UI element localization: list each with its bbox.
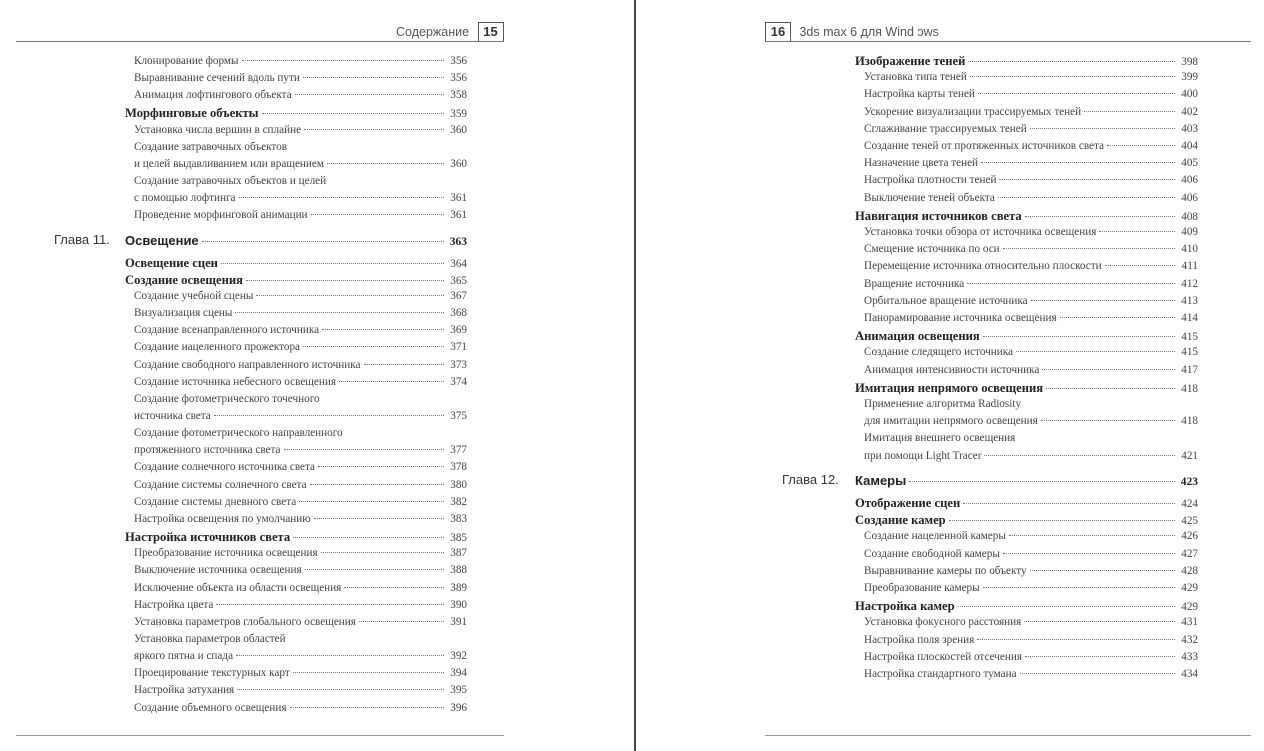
toc-entry-title: Создание солнечного источника света xyxy=(134,461,316,474)
toc-dot-leader xyxy=(221,263,444,264)
toc-entry-title: Создание нацеленной камеры xyxy=(864,530,1006,543)
toc-page-number: 383 xyxy=(450,512,467,525)
toc-entry-title: Выравнивание камеры по объекту xyxy=(864,564,1027,577)
toc-section-row xyxy=(855,513,1198,530)
toc-dot-leader xyxy=(290,707,444,708)
toc-entry-title: Настройка камер xyxy=(855,599,955,614)
toc-entry-row xyxy=(134,547,467,564)
toc-section-row xyxy=(125,106,467,123)
toc-dot-leader xyxy=(295,94,444,95)
toc-page-number: 414 xyxy=(1181,312,1198,324)
left-chapter-label: Глава 11. xyxy=(54,231,110,247)
toc-dot-leader xyxy=(202,241,444,242)
toc-entry-row xyxy=(134,209,467,226)
toc-dot-leader xyxy=(314,518,444,519)
toc-entry-row xyxy=(134,667,467,684)
toc-section-row xyxy=(125,530,467,547)
toc-entry-title: яркого пятна и спада xyxy=(134,650,234,663)
toc-dot-leader xyxy=(364,364,444,365)
toc-entry-title: Создание всенаправленного источника xyxy=(134,324,320,337)
toc-page-number: 425 xyxy=(1181,515,1198,528)
toc-entry-row xyxy=(864,71,1198,88)
toc-page-number: 373 xyxy=(450,358,467,371)
toc-entry-title: Освещение сцен xyxy=(125,255,218,270)
toc-page-number: 424 xyxy=(1181,498,1198,510)
toc-page-number: 409 xyxy=(1181,226,1198,238)
toc-entry-title: Настройка стандартного тумана xyxy=(864,668,1017,680)
toc-entry-row xyxy=(134,290,467,307)
toc-page-number: 374 xyxy=(450,375,467,388)
toc-entry-title: Установка фокусного расстояния xyxy=(864,616,1022,629)
toc-entry-title: Выключение теней объекта xyxy=(864,191,995,204)
toc-entry-row xyxy=(864,432,1198,449)
toc-dot-leader xyxy=(1025,216,1175,217)
toc-entry-row xyxy=(134,141,467,158)
toc-page-number: 404 xyxy=(1181,140,1198,152)
toc-entry-title: Настройка поля зрения xyxy=(864,633,975,646)
toc-page-number: 406 xyxy=(1181,174,1198,187)
toc-entry-row xyxy=(134,175,467,192)
toc-entry-row xyxy=(134,633,467,650)
toc-entry-row xyxy=(134,124,467,141)
toc-entry-title: Преобразование камеры xyxy=(864,582,980,594)
toc-page-number: 399 xyxy=(1181,71,1198,84)
toc-dot-leader xyxy=(1003,248,1175,249)
toc-page-number: 426 xyxy=(1181,530,1198,543)
toc-entry-row xyxy=(134,702,467,719)
toc-dot-leader xyxy=(1016,351,1175,352)
toc-entry-row xyxy=(864,157,1198,174)
toc-entry-row xyxy=(134,582,467,599)
toc-page-number: 398 xyxy=(1181,56,1198,68)
toc-page-number: 408 xyxy=(1181,210,1198,223)
toc-dot-leader xyxy=(984,455,1175,456)
toc-dot-leader xyxy=(293,537,444,538)
toc-dot-leader xyxy=(1031,300,1175,301)
toc-section-row xyxy=(855,381,1198,398)
toc-dot-leader xyxy=(1105,265,1175,266)
toc-entry-title: Создание затравочных объектов и целей xyxy=(134,175,327,188)
toc-entry-title: Создание теней от протяженных источников света xyxy=(864,140,1105,152)
toc-entry-title: Создание фотометрического направленного xyxy=(134,427,343,440)
toc-page-number: 405 xyxy=(1181,157,1198,170)
toc-section-row xyxy=(855,496,1198,513)
toc-entry-row xyxy=(864,582,1198,599)
toc-dot-leader xyxy=(239,197,444,198)
toc-entry-title: Настройка освещения по умолчанию xyxy=(134,512,311,525)
toc-entry-row xyxy=(134,341,467,358)
toc-entry-title: Создание камер xyxy=(855,513,946,528)
toc-entry-title: Настройка цвета xyxy=(134,598,214,611)
toc-dot-leader xyxy=(339,381,444,382)
toc-page-number: 369 xyxy=(450,324,467,337)
toc-entry-title: Отображение сцен xyxy=(855,496,961,510)
toc-entry-title: с помощью лофтинга xyxy=(134,192,236,205)
toc-entry-row xyxy=(134,359,467,376)
toc-entry-title: Установка типа теней xyxy=(864,71,967,84)
toc-entry-row xyxy=(864,88,1198,105)
toc-section-row xyxy=(125,273,467,290)
toc-dot-leader xyxy=(237,689,444,690)
toc-page-number: 421 xyxy=(1181,449,1198,462)
toc-entry-title: Назначение цвета теней xyxy=(864,157,979,170)
right-chapter-label: Глава 12. xyxy=(782,471,839,487)
toc-dot-leader xyxy=(359,621,444,622)
toc-entry-row xyxy=(864,415,1198,432)
toc-dot-leader xyxy=(1041,420,1175,421)
right-page-number: 16 xyxy=(765,22,791,42)
toc-entry-row xyxy=(864,123,1198,140)
toc-dot-leader xyxy=(1003,553,1175,554)
toc-page-number: 410 xyxy=(1181,243,1198,256)
toc-entry-title: Анимация лофтингового объекта xyxy=(134,89,292,102)
toc-dot-leader xyxy=(1099,231,1175,232)
toc-page-number: 390 xyxy=(450,598,467,611)
toc-entry-title: Установка точки обзора от источника освещения xyxy=(864,226,1097,238)
toc-entry-title: Создание системы дневного света xyxy=(134,495,297,508)
left-header-title: Содержание xyxy=(396,25,470,39)
toc-page-number: 415 xyxy=(1181,346,1198,359)
toc-dot-leader xyxy=(235,312,444,313)
toc-entry-title: Создание затравочных объектов xyxy=(134,140,288,153)
toc-entry-row xyxy=(134,55,467,72)
toc-page-number: 411 xyxy=(1181,260,1198,273)
toc-section-row xyxy=(855,599,1198,616)
toc-dot-leader xyxy=(305,569,444,570)
toc-page-number: 403 xyxy=(1181,122,1198,135)
toc-dot-leader xyxy=(1060,317,1175,318)
toc-entry-title: Перемещение источника относительно плоскости xyxy=(864,260,1102,273)
toc-dot-leader xyxy=(998,197,1175,198)
toc-dot-leader xyxy=(958,606,1175,607)
toc-page-number: 387 xyxy=(450,547,467,560)
toc-page-number: 400 xyxy=(1181,88,1198,101)
toc-page-number: 378 xyxy=(450,461,467,474)
toc-entry-title: Освещение xyxy=(125,232,199,248)
toc-entry-row xyxy=(864,364,1198,381)
toc-entry-title: Изображение теней xyxy=(855,54,966,68)
toc-entry-title: Создание учебной сцены xyxy=(134,289,254,302)
toc-page-number: 423 xyxy=(1180,475,1198,488)
toc-entry-row xyxy=(134,564,467,581)
toc-entry-title: Анимация интенсивности источника xyxy=(864,363,1040,376)
toc-dot-leader xyxy=(284,449,445,450)
toc-entry-title: и целей выдавливанием или вращением xyxy=(134,157,324,170)
toc-entry-row xyxy=(864,295,1198,312)
toc-page-number: 415 xyxy=(1181,331,1198,344)
toc-page-number: 365 xyxy=(450,274,467,287)
toc-page-number: 356 xyxy=(450,55,467,67)
toc-entry-row xyxy=(134,158,467,175)
toc-entry-title: при помощи Light Tracer xyxy=(864,449,982,462)
toc-page-number: 364 xyxy=(450,257,467,270)
toc-entry-row xyxy=(134,684,467,701)
toc-page-number: 389 xyxy=(450,581,467,594)
toc-entry-title: Вращение источника xyxy=(864,277,965,290)
toc-entry-row xyxy=(134,307,467,324)
toc-chapter-row xyxy=(855,473,1198,490)
right-header-title: 3ds max 6 для Wind ɔws xyxy=(799,25,939,39)
toc-entry-row xyxy=(134,513,467,530)
toc-dot-leader xyxy=(1009,535,1175,536)
toc-page-number: 413 xyxy=(1181,294,1198,307)
toc-dot-leader xyxy=(216,604,444,605)
toc-entry-title: Настройка источников света xyxy=(125,530,291,545)
toc-page-number: 388 xyxy=(450,564,467,577)
toc-page-number: 361 xyxy=(450,192,467,205)
toc-page-number: 417 xyxy=(1181,363,1198,376)
toc-entry-title: Смещение источника по оси xyxy=(864,243,1000,256)
toc-page-number: 406 xyxy=(1181,191,1198,204)
toc-entry-title: Настройка плоскостей отсечения xyxy=(864,650,1022,663)
toc-entry-row xyxy=(864,450,1198,467)
toc-entry-row xyxy=(864,192,1198,209)
toc-entry-row xyxy=(864,346,1198,363)
toc-page-number: 360 xyxy=(450,157,467,170)
toc-dot-leader xyxy=(1030,128,1175,129)
toc-dot-leader xyxy=(1084,111,1175,112)
toc-page-number: 371 xyxy=(450,341,467,354)
toc-dot-leader xyxy=(304,129,444,130)
toc-page-number: 359 xyxy=(450,108,467,121)
toc-entry-title: протяженного источника света xyxy=(134,444,281,457)
toc-entry-title: Создание объемного освещения xyxy=(134,701,287,714)
toc-entry-title: Настройка плотности теней xyxy=(864,174,997,187)
toc-entry-title: Выключение источника освещения xyxy=(134,564,302,577)
toc-dot-leader xyxy=(1024,621,1175,622)
toc-page-number: 412 xyxy=(1181,277,1198,290)
toc-entry-title: Создание системы солнечного света xyxy=(134,478,307,491)
toc-dot-leader xyxy=(214,415,444,416)
toc-entry-row xyxy=(864,530,1198,547)
toc-entry-row xyxy=(134,72,467,89)
toc-page-number: 427 xyxy=(1181,547,1198,560)
toc-dot-leader xyxy=(1025,656,1175,657)
toc-entry-title: Ускорение визуализации трассируемых теней xyxy=(864,105,1082,118)
toc-page-number: 377 xyxy=(450,444,467,457)
toc-page-number: 375 xyxy=(450,410,467,422)
toc-entry-row xyxy=(134,393,467,410)
toc-dot-leader xyxy=(1046,388,1175,389)
right-page xyxy=(637,0,1264,751)
toc-page-number: 433 xyxy=(1181,650,1198,663)
toc-entry-title: Имитация непрямого освещения xyxy=(855,380,1044,395)
toc-dot-leader xyxy=(981,162,1175,163)
toc-dot-leader xyxy=(1042,369,1175,370)
book-spine xyxy=(634,0,636,751)
toc-entry-row xyxy=(864,312,1198,329)
toc-entry-title: Настройка карты теней xyxy=(864,88,975,101)
toc-dot-leader xyxy=(293,672,444,673)
toc-dot-leader xyxy=(310,484,444,485)
toc-entry-row xyxy=(864,616,1198,633)
toc-dot-leader xyxy=(978,93,1175,94)
toc-page-number: 358 xyxy=(450,89,467,102)
toc-page-number: 432 xyxy=(1181,633,1198,646)
toc-entry-title: источника света xyxy=(134,410,211,422)
toc-page-number: 431 xyxy=(1181,616,1198,629)
toc-page-number: 380 xyxy=(450,478,467,491)
toc-page-number: 368 xyxy=(450,307,467,320)
toc-entry-title: Создание источника небесного освещения xyxy=(134,375,337,388)
toc-entry-row xyxy=(864,260,1198,277)
toc-entry-title: Клонирование формы xyxy=(134,55,239,67)
toc-page-number: 363 xyxy=(449,235,467,248)
toc-page-number: 434 xyxy=(1181,668,1198,680)
toc-entry-title: Создание свободной камеры xyxy=(864,547,1000,560)
toc-entry-title: Создание следящего источника xyxy=(864,346,1013,359)
toc-entry-row xyxy=(134,376,467,393)
right-footer-rule xyxy=(765,735,1251,736)
toc-dot-leader xyxy=(999,179,1175,180)
toc-entry-row xyxy=(134,324,467,341)
toc-entry-row xyxy=(864,174,1198,191)
toc-dot-leader xyxy=(242,60,444,61)
toc-entry-row xyxy=(134,444,467,461)
toc-page-number: 429 xyxy=(1181,582,1198,594)
toc-dot-leader xyxy=(1107,145,1175,146)
toc-page-number: 392 xyxy=(450,650,467,663)
toc-entry-title: Установка параметров глобального освещения xyxy=(134,615,356,628)
toc-entry-title: Визуализация сцены xyxy=(134,307,233,320)
toc-entry-title: Орбитальное вращение источника xyxy=(864,294,1028,307)
toc-entry-row xyxy=(134,616,467,633)
toc-page-number: 395 xyxy=(450,684,467,697)
toc-entry-title: Анимация освещения xyxy=(855,329,980,344)
toc-dot-leader xyxy=(983,336,1175,337)
toc-dot-leader xyxy=(977,639,1175,640)
toc-dot-leader xyxy=(246,280,444,281)
toc-page-number: 429 xyxy=(1181,601,1198,614)
toc-entry-title: Исключение объекта из области освещения xyxy=(134,581,342,594)
toc-entry-title: Создание фотометрического точечного xyxy=(134,392,320,405)
toc-entry-row xyxy=(134,599,467,616)
toc-entry-title: Проецирование текстурных карт xyxy=(134,667,290,680)
toc-section-row xyxy=(855,209,1198,226)
toc-page-number: 396 xyxy=(450,701,467,714)
toc-section-row xyxy=(125,256,467,273)
toc-dot-leader xyxy=(262,113,445,114)
toc-entry-row xyxy=(864,548,1198,565)
toc-dot-leader xyxy=(983,587,1175,588)
toc-chapter-row xyxy=(125,233,467,250)
toc-entry-title: Панорамирование источника освещения xyxy=(864,312,1057,324)
toc-entry-title: Выравнивание сечений вдоль пути xyxy=(134,72,300,85)
toc-dot-leader xyxy=(236,655,444,656)
toc-page-number: 367 xyxy=(450,289,467,302)
toc-entry-title: Установка параметров областей xyxy=(134,632,286,645)
toc-entry-row xyxy=(134,496,467,513)
toc-entry-row xyxy=(134,192,467,209)
toc-page-number: 361 xyxy=(450,209,467,222)
toc-entry-title: Сглаживание трассируемых теней xyxy=(864,122,1027,135)
toc-entry-row xyxy=(864,634,1198,651)
toc-entry-row xyxy=(864,565,1198,582)
toc-entry-row xyxy=(864,651,1198,668)
toc-entry-row xyxy=(134,427,467,444)
toc-page-number: 418 xyxy=(1181,415,1198,428)
toc-dot-leader xyxy=(303,77,444,78)
toc-entry-row xyxy=(864,140,1198,157)
toc-entry-row xyxy=(134,89,467,106)
toc-entry-row xyxy=(864,668,1198,685)
toc-entry-title: Установка числа вершин в сплайне xyxy=(134,123,302,136)
toc-page-number: 382 xyxy=(450,495,467,508)
toc-entry-row xyxy=(134,461,467,478)
toc-page-number: 356 xyxy=(450,72,467,85)
toc-dot-leader xyxy=(1020,673,1175,674)
toc-entry-title: для имитации непрямого освещения xyxy=(864,415,1038,428)
toc-dot-leader xyxy=(311,214,444,215)
toc-entry-title: Применение алгоритма Radiosity xyxy=(864,398,1022,410)
toc-page-number: 394 xyxy=(450,667,467,680)
toc-section-row xyxy=(855,54,1198,71)
toc-entry-title: Имитация внешнего освещения xyxy=(864,432,1016,445)
toc-page-number: 402 xyxy=(1181,105,1198,118)
toc-entry-row xyxy=(134,410,467,427)
toc-dot-leader xyxy=(318,466,444,467)
toc-entry-title: Камеры xyxy=(855,472,907,488)
toc-entry-title: Создание нацеленного прожектора xyxy=(134,341,301,354)
toc-dot-leader xyxy=(970,76,1175,77)
toc-entry-row xyxy=(864,226,1198,243)
toc-dot-leader xyxy=(256,295,444,296)
toc-page-number: 428 xyxy=(1181,564,1198,577)
toc-entry-title: Преобразование источника освещения xyxy=(134,547,318,560)
toc-dot-leader xyxy=(322,329,444,330)
toc-dot-leader xyxy=(321,552,444,553)
toc-entry-title: Проведение морфинговой анимации xyxy=(134,209,308,222)
toc-page-number: 391 xyxy=(450,615,467,628)
toc-dot-leader xyxy=(299,501,444,502)
toc-entry-title: Морфинговые объекты xyxy=(125,106,259,121)
toc-entry-row xyxy=(864,398,1198,415)
toc-entry-title: Настройка затухания xyxy=(134,684,235,697)
toc-entry-row xyxy=(864,106,1198,123)
toc-entry-row xyxy=(134,479,467,496)
right-toc xyxy=(637,0,1264,751)
left-footer-rule xyxy=(16,735,504,736)
toc-entry-row xyxy=(864,243,1198,260)
toc-dot-leader xyxy=(963,503,1175,504)
toc-dot-leader xyxy=(303,346,444,347)
toc-page-number: 385 xyxy=(450,532,467,545)
left-page-number: 15 xyxy=(478,22,504,42)
toc-entry-title: Создание освещения xyxy=(125,272,243,287)
toc-entry-row xyxy=(134,650,467,667)
toc-dot-leader xyxy=(327,163,444,164)
toc-dot-leader xyxy=(1030,570,1175,571)
toc-dot-leader xyxy=(968,61,1175,62)
toc-dot-leader xyxy=(967,283,1175,284)
toc-dot-leader xyxy=(949,520,1175,521)
toc-page-number: 418 xyxy=(1181,382,1198,395)
toc-page-number: 360 xyxy=(450,123,467,136)
toc-dot-leader xyxy=(344,587,444,588)
toc-dot-leader xyxy=(909,481,1175,482)
toc-section-row xyxy=(855,329,1198,346)
toc-entry-title: Навигация источников света xyxy=(855,208,1022,223)
toc-entry-row xyxy=(864,278,1198,295)
toc-entry-title: Создание свободного направленного источника xyxy=(134,358,361,371)
